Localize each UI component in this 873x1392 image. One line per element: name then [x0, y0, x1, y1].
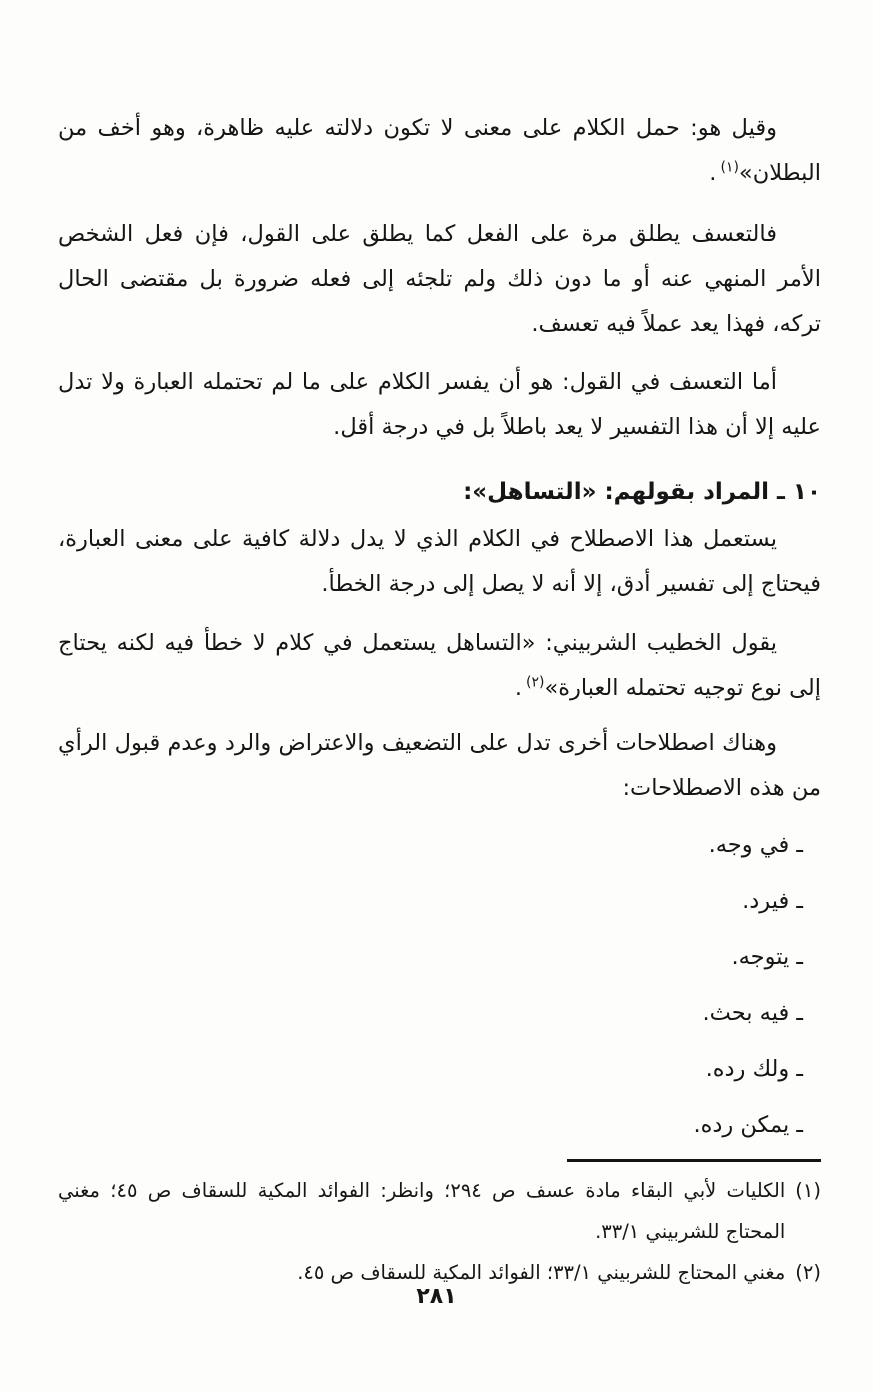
footnote-separator-rule: [567, 1159, 821, 1162]
footnote-number: (٢): [795, 1261, 821, 1284]
paragraph-text: وقيل هو: حمل الكلام على معنى لا تكون دلالته عليه ظاهرة، وهو أخف من البطلان»: [58, 115, 821, 186]
footnote-1: [58, 1170, 821, 1252]
terms-list: [58, 823, 821, 1148]
list-item-term: ـ ولك رده.: [705, 1056, 803, 1082]
paragraph-text: يقول الخطيب الشربيني: «التساهل يستعمل في كلام لا خطأ فيه لكنه يحتاج إلى نوع توجيه تحتمله العبارة»: [58, 630, 821, 701]
list-item-term: ـ فيرد.: [742, 888, 803, 914]
page-number: ٢٨١: [416, 1284, 457, 1309]
list-item-term: ـ في وجه.: [708, 832, 803, 858]
section-heading-tasahul: ١٠ ـ المراد بقولهم: «التساهل»:: [463, 479, 821, 505]
footnote-ref-1: (١): [720, 159, 739, 176]
list-item-term: ـ يمكن رده.: [693, 1112, 803, 1138]
paragraph-taassuf-definition: [58, 106, 821, 196]
list-item-term: ـ يتوجه.: [731, 944, 803, 970]
list-item-term: ـ فيه بحث.: [702, 1000, 803, 1026]
footnote-text: الكليات لأبي البقاء مادة عسف ص ٢٩٤؛ وانظر: الفوائد المكية للسقاف ص ٤٥؛ مغني المحتاج للشربيني ٣٣/١.: [58, 1179, 786, 1243]
footnote-text: مغني المحتاج للشربيني ٣٣/١؛ الفوائد المكية للسقاف ص ٤٥.: [297, 1261, 786, 1284]
paragraph-shirbini-quote: [58, 621, 821, 711]
paragraph-period: .: [709, 160, 717, 186]
paragraph-taassuf-action: فالتعسف يطلق مرة على الفعل كما يطلق على القول، فإن فعل الشخص الأمر المنهي عنه أو ما دون ذلك ولم تلجئه إلى فعله ضرورة بل مقتضى الحال تركه، فهذا يعد عملاً فيه تعسف.: [58, 221, 821, 337]
paragraph-tasahul-usage: يستعمل هذا الاصطلاح في الكلام الذي لا يدل دلالة كافية على معنى العبارة، فيحتاج إلى تفسير أدق، إلا أنه لا يصل إلى درجة الخطأ.: [58, 526, 821, 597]
paragraph-taassuf-speech: أما التعسف في القول: هو أن يفسر الكلام على ما لم تحتمله العبارة ولا تدل عليه إلا أن هذا التفسير لا يعد باطلاً بل في درجة أقل.: [58, 369, 821, 440]
paragraph-period: .: [514, 675, 522, 701]
paragraph-other-terms-intro: وهناك اصطلاحات أخرى تدل على التضعيف والاعتراض والرد وعدم قبول الرأي من هذه الاصطلاحات:: [58, 730, 821, 801]
footnotes-section: [58, 1170, 821, 1293]
footnote-ref-2: (٢): [525, 674, 545, 691]
footnote-number: (١): [795, 1179, 821, 1202]
